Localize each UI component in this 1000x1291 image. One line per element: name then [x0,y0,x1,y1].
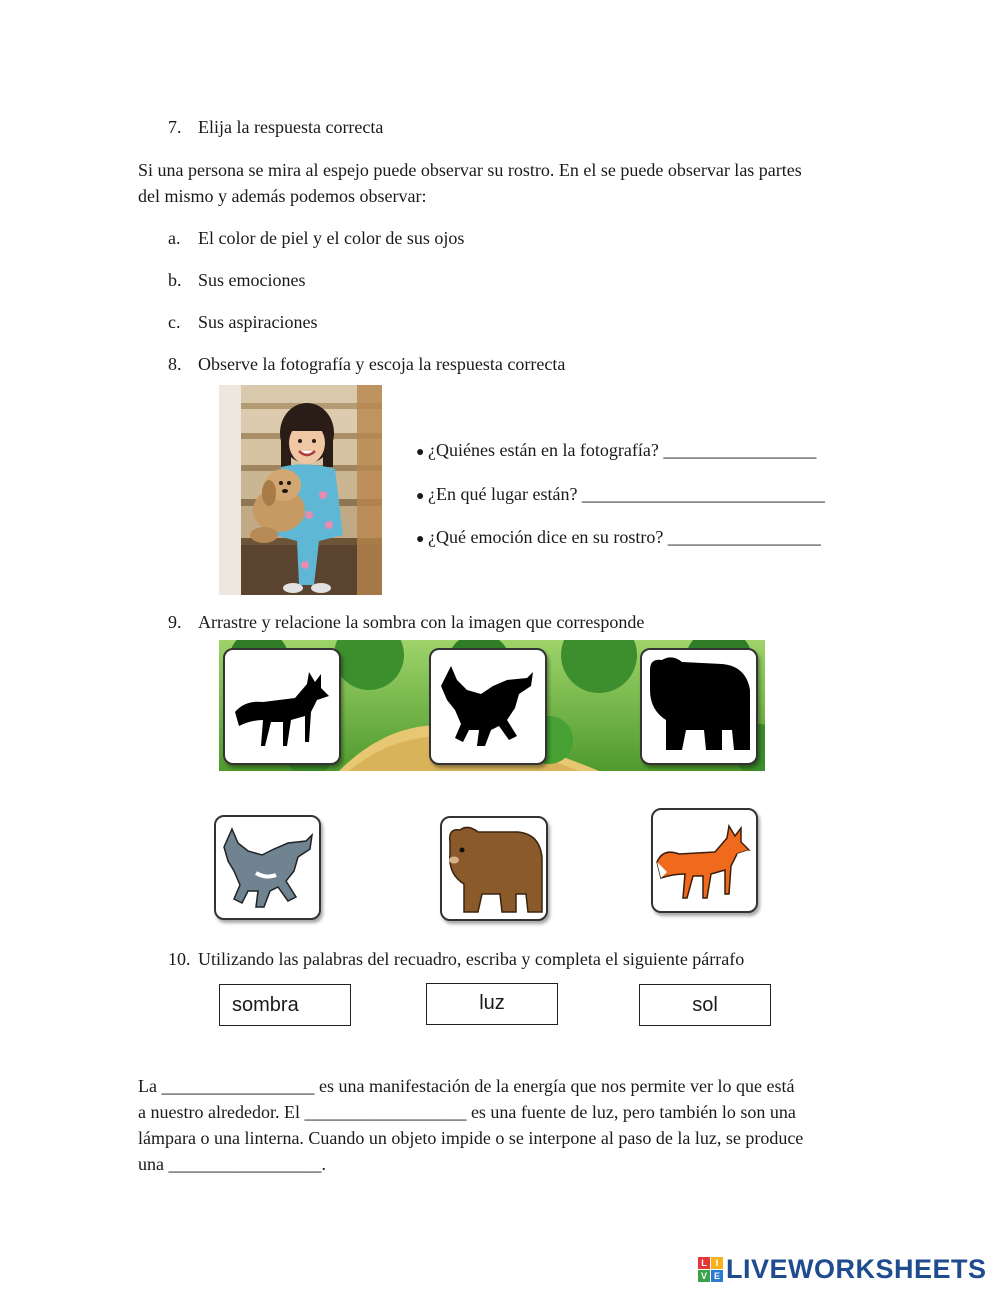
logo-icon [698,1257,723,1282]
bear-icon [442,818,546,919]
fox-icon [653,810,756,911]
q7-option-c[interactable] [168,311,317,333]
q10-title: Utilizando las palabras del recuadro, escriba y completa el siguiente párrafo [198,949,745,969]
bullet-icon: ● [416,532,425,547]
word-label: sol [692,993,718,1016]
option-letter: b. [168,270,182,290]
q10-paragraph-line: La _________________ es una manifestación de la energía que nos permite ver lo que está [138,1076,795,1096]
q8-heading [168,353,565,375]
q7-heading [168,116,383,138]
q8-title: Observe la fotografía y escoja la respuesta correcta [198,354,566,374]
image-card-fox[interactable] [651,808,758,913]
q7-option-b[interactable] [168,269,306,291]
shadow-card-wolf[interactable] [429,648,547,765]
q10-paragraph-line: una _________________. [138,1154,326,1174]
q7-number: 7. [168,117,182,137]
q9-number: 9. [168,612,182,632]
q7-paragraph-line: Si una persona se mira al espejo puede observar su rostro. En el se puede observar las partes [138,160,802,180]
word-box-sol[interactable] [639,984,771,1026]
word-box-sombra[interactable] [219,984,351,1026]
q10-number: 10. [168,949,191,969]
word-label: luz [479,992,505,1014]
q7-paragraph [138,157,860,209]
q8-question-1[interactable] [416,439,816,464]
q8-question-3[interactable] [416,526,821,551]
image-card-bear[interactable] [440,816,548,921]
q9-title: Arrastre y relacione la sombra con la imagen que corresponde [198,612,645,632]
logo-letter: L [698,1257,710,1269]
logo-letter: I [711,1257,723,1269]
bullet-icon: ● [416,489,425,504]
fox-silhouette-icon [225,650,339,763]
bullet-icon: ● [416,445,425,460]
girl-with-dog-photo [219,385,382,595]
q7-option-a[interactable] [168,227,464,249]
q8-question-text: ¿Quiénes están en la fotografía? _________________ [428,440,817,460]
image-card-wolf[interactable] [214,815,321,920]
word-label: sombra [232,993,299,1016]
word-box-luz[interactable] [426,983,558,1025]
q7-title: Elija la respuesta correcta [198,117,384,137]
q10-heading [168,948,744,970]
shadow-card-fox[interactable] [223,648,341,765]
logo-text: LIVEWORKSHEETS [726,1254,987,1284]
option-letter: a. [168,228,181,248]
q10-paragraph [138,1073,860,1177]
liveworksheets-logo[interactable] [698,1254,987,1285]
option-text: Sus emociones [198,270,306,290]
option-letter: c. [168,312,181,332]
option-text: Sus aspiraciones [198,312,318,332]
q8-question-text: ¿Qué emoción dice en su rostro? _________________ [428,527,821,547]
logo-letter: E [711,1270,723,1282]
wolf-silhouette-icon [431,650,545,763]
shadow-card-bear[interactable] [640,648,758,765]
option-text: El color de piel y el color de sus ojos [198,228,465,248]
q8-number: 8. [168,354,182,374]
wolf-icon [216,817,319,918]
q9-heading [168,611,644,633]
q8-question-2[interactable] [416,483,825,508]
q10-paragraph-line: lámpara o una linterna. Cuando un objeto impide o se interpone al paso de la luz, se produce [138,1128,804,1148]
bear-silhouette-icon [642,650,756,763]
q10-paragraph-line: a nuestro alrededor. El __________________ es una fuente de luz, pero también lo son una [138,1102,796,1122]
q8-question-text: ¿En qué lugar están? ___________________________ [428,484,825,504]
logo-letter: V [698,1270,710,1282]
q7-paragraph-line: del mismo y además podemos observar: [138,186,427,206]
